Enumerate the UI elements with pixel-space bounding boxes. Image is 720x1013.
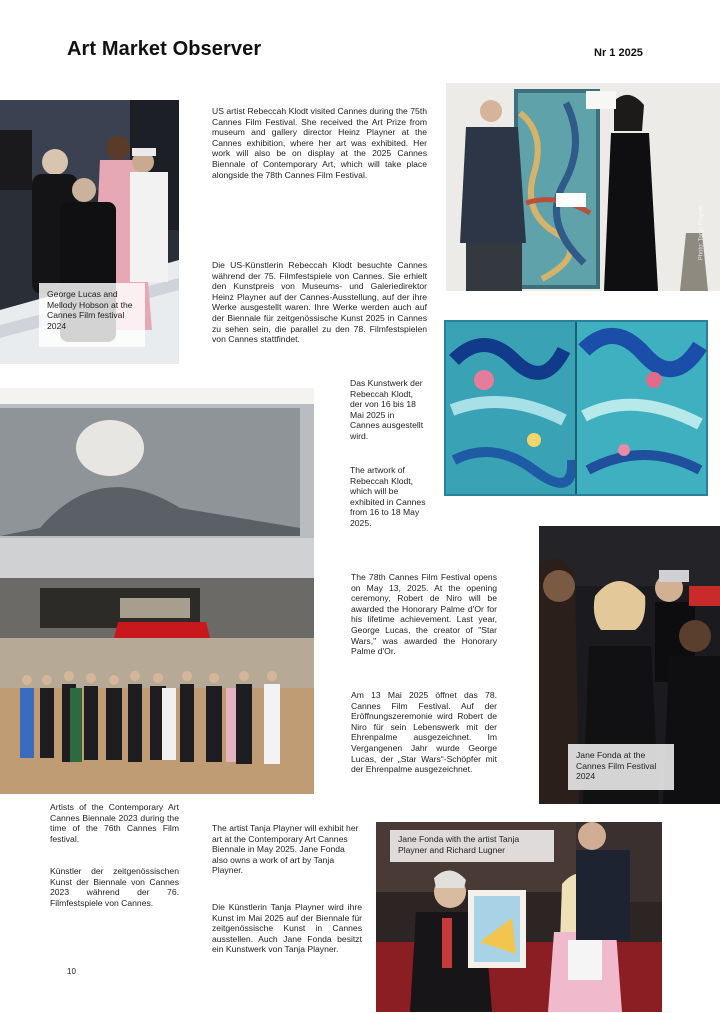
artwork-caption-en: The artwork of Rebeccah Klodt, which will be exhibited in Cannes from 16 to 18 May 2025.: [350, 465, 426, 528]
caption-lucas-hobson: George Lucas and Mellody Hobson at the Cannes Film festival 2024: [39, 283, 145, 347]
artwork-caption-de: Das Kunstwerk der Rebeccah Klodt, der von 16 bis 18 Mai 2025 in Cannes ausgestellt wird.: [350, 378, 424, 441]
festival-article-en: The 78th Cannes Film Festival opens on May 13, 2025. At the opening ceremony, Robert de Niro will be awarded the Honorary Palme d'Or for his lifetime achievement. Last year, George Lucas, the creator of "Star Wars," was awarded the Honorary Palme d'Or.: [351, 572, 497, 657]
festival-article-de: Am 13 Mai 2025 öffnet das 78. Cannes Film Festival. Auf der Eröffnungszeremonie wird Robert de Niro für sein Lebenswerk mit der Ehrenpalme ausgezeichnet. Im Vergangenen Jahr wurde George Lucas, der „Star Wars“-Schöpfer mit der Ehrenpalme ausgezeichnet.: [351, 690, 497, 775]
caption-jane-fonda-2024: Jane Fonda at the Cannes Film Festival 2024: [568, 744, 674, 790]
issue-number: Nr 1 2025: [594, 47, 643, 59]
artists-caption-de: Künstler der zeitgenössischen Kunst der Biennale von Cannes 2023 während der 76. Filmfestspiele von Cannes.: [50, 866, 179, 908]
photo-award-handover: [446, 83, 720, 291]
caption-fonda-playner-lugner: Jane Fonda with the artist Tanja Playner and Richard Lugner: [390, 830, 554, 862]
page-number: 10: [67, 967, 76, 976]
playner-article-de: Die Künstlerin Tanja Playner wird ihre Kunst im Mai 2025 auf der Biennale für zeitgenössische Kunst in Cannes ausstellen. Auch Jane Fonda besitzt ein Kunstwerk von Tanja Playner.: [212, 902, 362, 955]
photo-klodt-artwork: [444, 320, 708, 496]
photo-palais-red-carpet: [0, 388, 314, 794]
klodt-article-en: US artist Rebeccah Klodt visited Cannes during the 75th Cannes Film Festival. She received the Art Prize from museum and gallery director Heinz Playner at the Cannes exhibition, where her art was exhibited. Her work will also be on display at the 2025 Cannes Biennale of Contemporary Art, which will take place alongside the 78th Cannes Film Festival.: [212, 106, 427, 180]
magazine-title: Art Market Observer: [67, 38, 262, 60]
playner-article-en: The artist Tanja Playner will exhibit her art at the Contemporary Art Cannes Biennale in May 2025. Jane Fonda also owns a work of art by Tanja Playner.: [212, 823, 359, 876]
artists-caption-en: Artists of the Contemporary Art Cannes Biennale 2023 during the time of the 76th Cannes Film festival.: [50, 802, 179, 844]
photo-credit: Photo: Tanja Playner: [698, 205, 704, 261]
klodt-article-de: Die US-Künstlerin Rebeccah Klodt besuchte Cannes während der 75. Filmfestspiele von Cannes. Sie erhielt den Kunstpreis von Museums- und Galeriedirektor Heinz Playner auf der Cannes-Ausstellung, auf der ihre Werke ausgestellt waren. Ihre Werke werden auch auf der Biennale für zeitgenössische Kunst 2025 in Cannes zu sehen sein, die parallel zu den 78. Filmfestspielen von Cannes stattfindet.: [212, 260, 427, 345]
